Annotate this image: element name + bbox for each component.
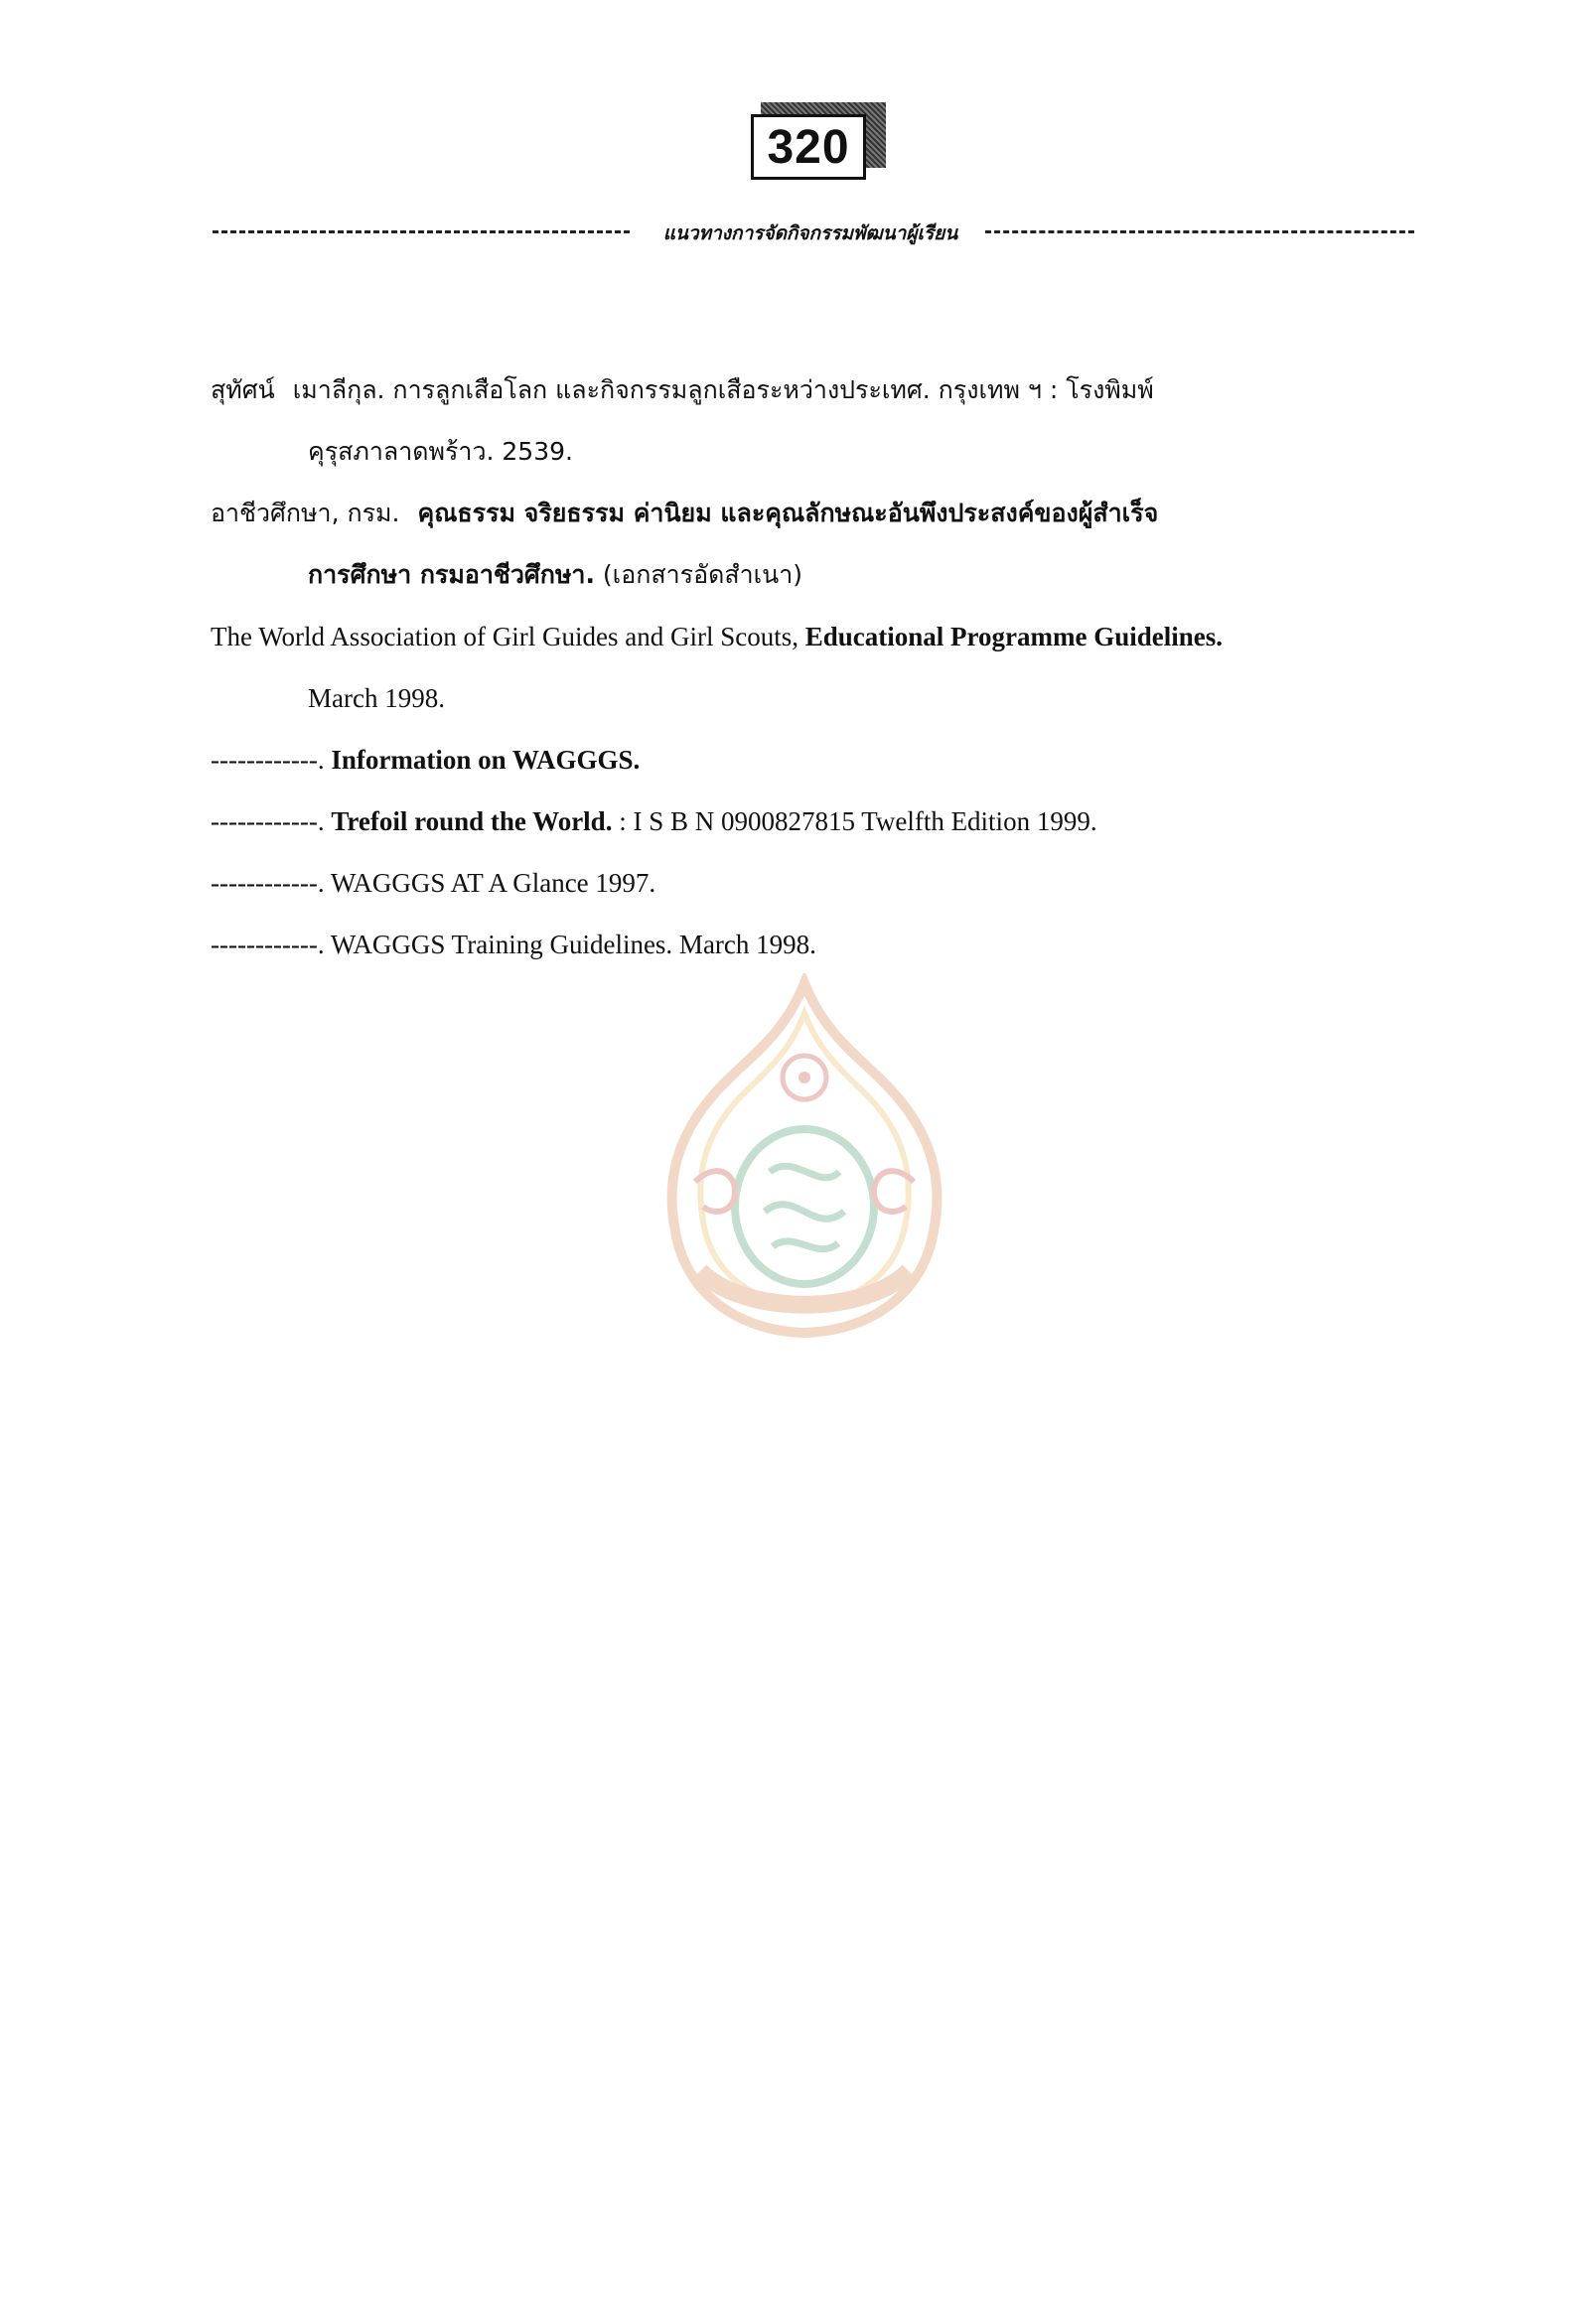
reference-entry	[211, 501, 1402, 624]
reference-note: (เอกสารอัดสำเนา)	[602, 560, 803, 589]
reference-entry	[211, 624, 1402, 747]
reference-dash: ------------.	[211, 806, 325, 836]
reference-dash: ------------.	[211, 745, 325, 775]
reference-entry	[211, 870, 1402, 932]
reference-author: สุทัศน์	[211, 375, 275, 404]
reference-list	[211, 377, 1402, 993]
reference-continuation: March 1998.	[308, 683, 445, 713]
reference-text: WAGGGS AT A Glance 1997.	[330, 868, 656, 898]
reference-text: WAGGGS Training Guidelines. March 1998.	[330, 930, 816, 959]
reference-title: คุณธรรม จริยธรรม ค่านิยม และคุณลักษณะอันพึงประสงค์ของผู้สำเร็จ	[417, 499, 1159, 527]
reference-title: Trefoil round the World.	[331, 806, 613, 836]
ministry-of-education-emblem-icon	[655, 973, 953, 1341]
reference-entry	[211, 808, 1402, 870]
page-number: 320	[751, 114, 866, 180]
reference-dash: ------------.	[211, 930, 325, 959]
header-rule-left	[213, 230, 630, 233]
reference-text: : I S B N 0900827815 Twelfth Edition 1999.	[619, 806, 1097, 836]
reference-author: The World Association of Girl Guides and Girl Scouts,	[211, 622, 799, 651]
reference-title: Information on WAGGGS.	[331, 745, 641, 775]
reference-entry	[211, 747, 1402, 808]
reference-title-continuation: การศึกษา กรมอาชีวศึกษา.	[308, 560, 595, 589]
running-header: แนวทางการจัดกิจกรรมพัฒนาผู้เรียน	[662, 222, 958, 244]
reference-author: อาชีวศึกษา, กรม.	[211, 499, 400, 527]
reference-title: Educational Programme Guidelines.	[804, 622, 1224, 651]
reference-text: เมาลีกุล. การลูกเสือโลก และกิจกรรมลูกเสือระหว่างประเทศ. กรุงเทพ ฯ : โรงพิมพ์	[292, 375, 1154, 404]
header-rule-right	[985, 230, 1414, 233]
reference-continuation: คุรุสภาลาดพร้าว. 2539.	[308, 437, 573, 466]
reference-entry	[211, 377, 1402, 501]
reference-dash: ------------.	[211, 868, 325, 898]
